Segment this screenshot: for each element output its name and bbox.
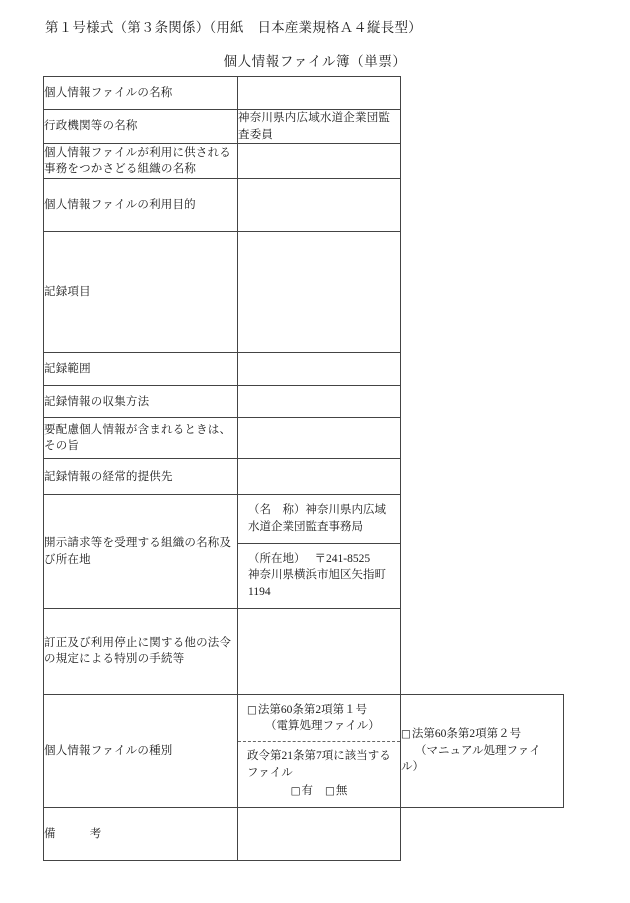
checkbox-icon[interactable]: □ [247, 703, 257, 716]
table-row-organization-name [44, 144, 564, 179]
table-row-remarks [44, 808, 564, 861]
value-remarks[interactable] [238, 808, 401, 861]
value-purpose[interactable] [238, 179, 401, 232]
cabinet-order-no-label: 無 [335, 785, 348, 798]
cabinet-order-yesno [247, 781, 391, 800]
table-row-disclosure-office [44, 495, 564, 608]
label-record-scope: 記録範囲 [44, 353, 238, 386]
label-sensitive-info: 要配慮個人情報が含まれるときは、その旨 [44, 418, 238, 459]
checkbox-icon[interactable]: □ [290, 785, 301, 798]
value-sensitive-info[interactable] [238, 418, 401, 459]
label-special-procedures: 訂正及び利用停止に関する他の法令の規定による特別の手続等 [44, 608, 238, 694]
label-disclosure-office: 開示請求等を受理する組織の名称及び所在地 [44, 495, 238, 608]
label-remarks [44, 808, 238, 861]
value-collection-method[interactable] [238, 386, 401, 418]
label-purpose: 個人情報ファイルの利用目的 [44, 179, 238, 232]
table-row-agency-name [44, 110, 564, 144]
personal-information-file-table [43, 76, 564, 861]
disclosure-office-name-row [238, 495, 400, 543]
label-file-name: 個人情報ファイルの名称 [44, 77, 238, 110]
checkbox-icon[interactable]: □ [401, 727, 411, 740]
value-special-procedures[interactable] [238, 608, 401, 694]
disclosure-office-name-value: 神奈川県内広域水道企業団監査事務局 [248, 504, 386, 534]
label-agency-name: 行政機関等の名称 [44, 110, 238, 144]
disclosure-office-address-cell[interactable] [238, 543, 400, 608]
cabinet-order-yes-label: 有 [301, 785, 313, 798]
label-file-category: 個人情報ファイルの種別 [44, 694, 238, 807]
remarks-label-char2: 考 [89, 827, 102, 840]
disclosure-office-postal-code: 〒241-8525 [314, 552, 371, 565]
file-category-option1-sub: （電算処理ファイル） [265, 720, 380, 733]
label-collection-method: 記録情報の収集方法 [44, 386, 238, 418]
value-file-name[interactable] [238, 77, 401, 110]
value-regular-provision[interactable] [238, 459, 401, 495]
disclosure-office-inner-table [238, 495, 400, 607]
disclosure-office-name-cell[interactable] [238, 495, 400, 543]
disclosure-office-address-row [238, 543, 400, 608]
table-row-record-scope [44, 353, 564, 386]
disclosure-office-name-prefix: （名 称） [248, 504, 306, 517]
table-row-regular-provision [44, 459, 564, 495]
disclosure-office-address-prefix: （所在地） [248, 552, 306, 565]
file-category-option2-main: 法第60条第2項第２号 [411, 727, 522, 740]
table-row-file-name [44, 77, 564, 110]
file-category-option2-sub-line2: ル） [401, 761, 424, 774]
file-category-cabinet-order [238, 742, 400, 807]
table-row-sensitive-info [44, 418, 564, 459]
table-row-record-items [44, 232, 564, 353]
file-category-option1-main: 法第60条第2項第１号 [257, 703, 368, 716]
file-category-option1[interactable] [238, 695, 400, 742]
value-agency-name[interactable]: 神奈川県内広域水道企業団監査委員 [238, 110, 401, 144]
value-disclosure-office [238, 495, 401, 608]
table-row-collection-method [44, 386, 564, 418]
file-category-option2-sub-line1: （マニュアル処理ファイ [415, 744, 541, 757]
checkbox-icon[interactable]: □ [325, 785, 335, 798]
table-row-file-category [44, 694, 564, 807]
table-row-special-procedures [44, 608, 564, 694]
form-number-heading: 第１号様式（第３条関係）（用紙 日本産業規格Ａ４縦長型） [45, 20, 422, 35]
file-category-option2-cell[interactable] [401, 694, 564, 807]
disclosure-office-address-value: 神奈川県横浜市旭区矢指町1194 [248, 569, 386, 599]
remarks-label-char1: 備 [44, 827, 56, 840]
cabinet-order-line2: ファイル [247, 766, 293, 779]
label-record-items: 記録項目 [44, 232, 238, 353]
value-record-scope[interactable] [238, 353, 401, 386]
table-row-purpose [44, 179, 564, 232]
value-organization-name[interactable] [238, 144, 401, 179]
label-regular-provision: 記録情報の経常的提供先 [44, 459, 238, 495]
file-category-option1-cell [238, 694, 401, 807]
cabinet-order-line1: 政令第21条第7項に該当する [247, 750, 391, 763]
value-record-items[interactable] [238, 232, 401, 353]
document-title: 個人情報ファイル簿（単票） [223, 54, 407, 69]
label-organization-name: 個人情報ファイルが利用に供される事務をつかさどる組織の名称 [44, 144, 238, 179]
